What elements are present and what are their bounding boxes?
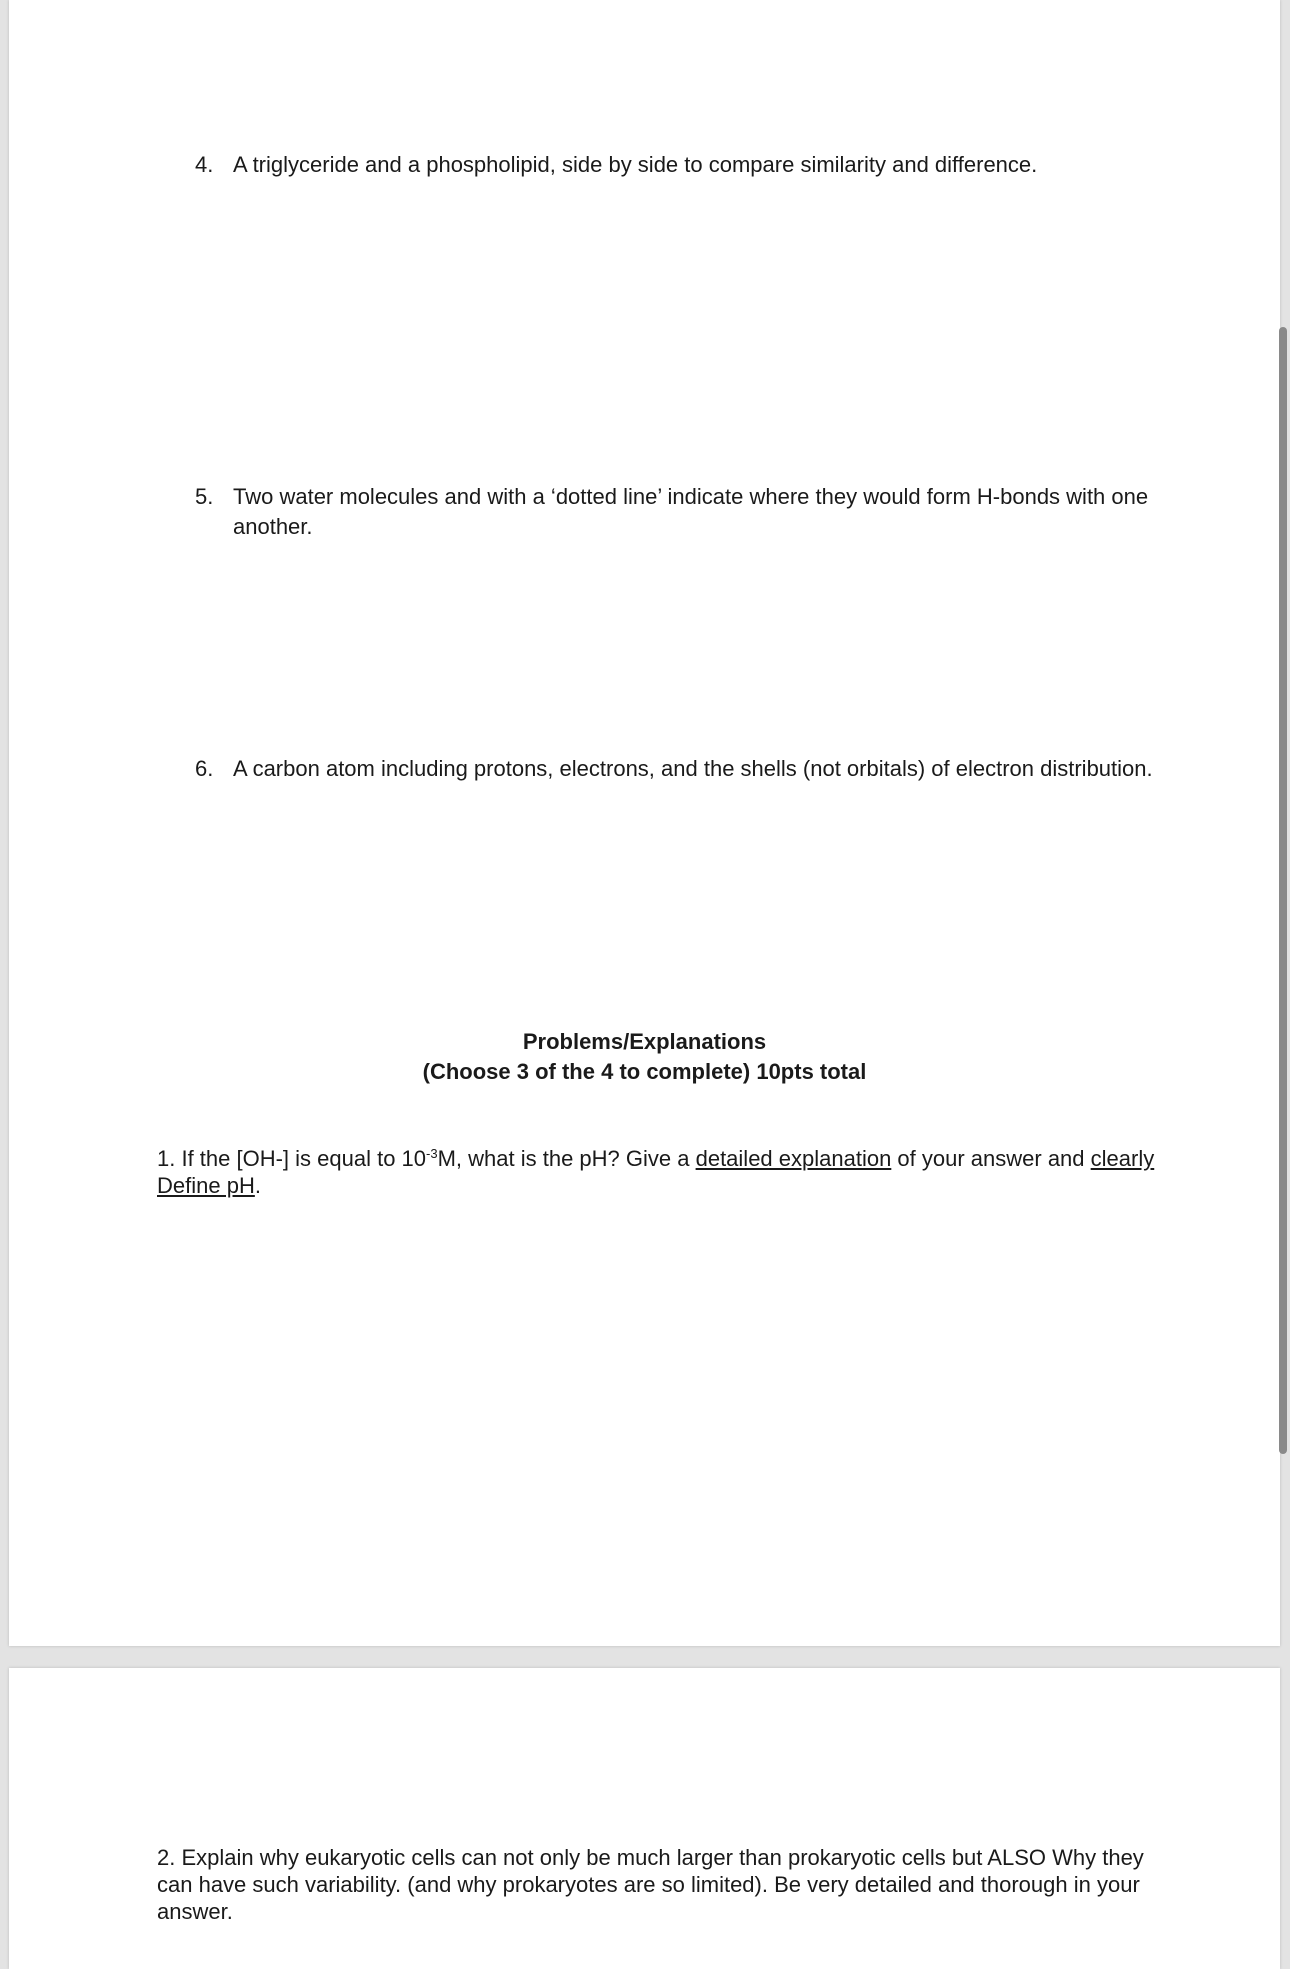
section-subtitle: (Choose 3 of the 4 to complete) 10pts total — [422, 1059, 867, 1084]
scrollbar-thumb[interactable] — [1279, 327, 1287, 1454]
underlined-phrase: detailed explanation — [695, 1146, 892, 1171]
problem-text: . — [254, 1173, 261, 1198]
problem-text: M, what is the pH? Give a — [437, 1146, 696, 1171]
document-page-2 — [9, 1668, 1280, 1969]
question-6 — [195, 754, 1155, 784]
question-text: A carbon atom including protons, electrons, and the shells (not orbitals) of electron distribution. — [233, 756, 1153, 781]
question-5 — [195, 482, 1155, 542]
problem-text: 1. If the [OH-] is equal to 10 — [157, 1146, 427, 1171]
question-number: 4. — [195, 152, 214, 177]
question-number: 6. — [195, 756, 214, 781]
problem-text: of your answer and — [891, 1146, 1091, 1171]
problem-2: 2. Explain why eukaryotic cells can not only be much larger than prokaryotic cells but ALSO Why they can have such variability. (and why prokaryotes are so limited). Be very detailed and thorough in your answer. — [157, 1845, 1144, 1924]
exponent: -3 — [426, 1146, 438, 1161]
question-number: 5. — [195, 484, 214, 509]
section-title: Problems/Explanations — [522, 1029, 767, 1054]
underlined-phrase: clearly Define pH — [157, 1146, 1155, 1198]
question-text: Two water molecules and with a ‘dotted line’ indicate where they would form H-bonds with one another. — [233, 484, 1149, 539]
question-4 — [195, 150, 1155, 180]
problem-1 — [157, 1145, 1157, 1199]
question-text: A triglyceride and a phospholipid, side by side to compare similarity and difference. — [233, 152, 1038, 177]
scrollbar[interactable] — [1276, 0, 1290, 1969]
document-page-1 — [9, 0, 1280, 1646]
